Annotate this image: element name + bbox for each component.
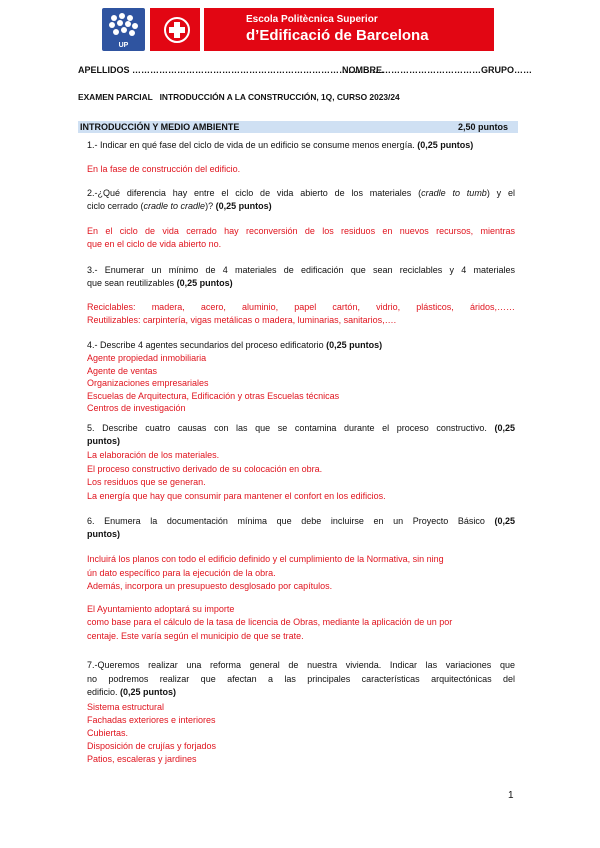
question-4: 4.- Describe 4 agentes secundarios del proceso edificatorio (0,25 puntos) bbox=[87, 340, 383, 350]
question-3-points: (0,25 puntos) bbox=[176, 278, 233, 288]
answer-3: Reciclables: madera, acero, aluminio, papel cartón, vidrio, plásticos, áridos,…… Reutilizables: carpintería, vigas metálicas o madera, luminarias, sanitarios,…. bbox=[87, 302, 515, 325]
up-logo-text: UP bbox=[118, 42, 129, 49]
question-6-points: puntos) bbox=[87, 529, 120, 539]
list-item: Fachadas exteriores e interiores bbox=[87, 715, 216, 725]
answer-1: En la fase de construcción del edificio. bbox=[87, 164, 241, 174]
question-4-points: (0,25 puntos) bbox=[326, 340, 383, 350]
apellidos-field: APELLIDOS ………………………………………………………………………… bbox=[78, 65, 385, 75]
question-2-line-2: ciclo cerrado (cradle to cradle)? (0,25 puntos) bbox=[87, 201, 272, 211]
answer-5 bbox=[87, 449, 386, 503]
question-5: 5. Describe cuatro causas con las que se contamina durante el proceso constructivo. (0,25 puntos) bbox=[87, 423, 515, 446]
list-item: Sistema estructural bbox=[87, 702, 165, 712]
question-1-points: (0,25 puntos) bbox=[417, 140, 474, 150]
school-name-line1: Escola Politècnica Superior bbox=[246, 14, 378, 25]
up-logo bbox=[102, 8, 145, 51]
list-item: Agente de ventas bbox=[87, 365, 158, 376]
answer-6: Incluirá los planos con todo el edificio definido y el cumplimiento de la Normativa, sin ning ún dato específico para la ejecución de la obra. Además, incorpora un presupuesto desglosado por capítulos. El Ayuntamiento adoptará su importe como base para el cálculo de la tasa de licencia de Obras, mediante la aplicación de un por centaje. Este varía según el municipio de que se trate. bbox=[87, 554, 453, 641]
answer-7 bbox=[87, 701, 216, 766]
question-6: 6. Enumera la documentación mínima que debe incluirse en un Proyecto Básico (0,25 puntos) bbox=[87, 516, 515, 539]
section-header bbox=[78, 121, 518, 133]
list-item: La elaboración de los materiales. bbox=[87, 450, 220, 460]
question-7: 7.-Queremos realizar una reforma general de nuestra vivienda. Indicar las variaciones que no podremos realizar que afectan a las principales características arquitectónicas del edificio. (0,25 puntos) bbox=[87, 660, 515, 697]
up-logo-dots-icon bbox=[102, 8, 145, 41]
question-2-line-1: 2.-¿Qué diferencia hay entre el ciclo de vida abierto de los materiales (cradle to tumb) y el bbox=[87, 188, 515, 198]
school-name-line2: d’Edificació de Barcelona bbox=[246, 27, 429, 44]
question-7-points: (0,25 puntos) bbox=[120, 687, 177, 697]
list-item: Los residuos que se generan. bbox=[87, 477, 206, 487]
list-item: Cubiertas. bbox=[87, 728, 129, 738]
section-points: 2,50 puntos bbox=[457, 122, 508, 132]
answer-2: En el ciclo de vida cerrado hay reconversión de los residuos en nuevos recursos, mientras que en el ciclo de vida abierto no. bbox=[87, 226, 515, 249]
list-item: Disposición de crujías y forjados bbox=[87, 741, 217, 751]
list-item: Centros de investigación bbox=[87, 403, 186, 413]
section-title: INTRODUCCIÓN Y MEDIO AMBIENTE bbox=[80, 122, 240, 132]
exam-title: EXAMEN PARCIAL INTRODUCCIÓN A LA CONSTRUCCIÓN, 1Q, CURSO 2023/24 bbox=[78, 92, 400, 102]
answer-4 bbox=[87, 352, 339, 415]
question-5-points: puntos) bbox=[87, 436, 120, 446]
list-item: Agente propiedad inmobiliaria bbox=[87, 353, 207, 363]
list-item: Organizaciones empresariales bbox=[87, 378, 209, 388]
question-2-points: (0,25 puntos) bbox=[215, 201, 272, 211]
school-banner bbox=[150, 8, 494, 51]
list-item: El proceso constructivo derivado de su colocación en obra. bbox=[87, 463, 323, 474]
list-item: Escuelas de Arquitectura, Edificación y otras Escuelas técnicas bbox=[87, 390, 340, 401]
list-item: La energía que hay que consumir para mantener el confort en los edificios. bbox=[87, 490, 386, 501]
question-1-text: 1.- Indicar en qué fase del ciclo de vida de un edificio se consume menos energía. bbox=[87, 140, 415, 150]
list-item: Patios, escaleras y jardines bbox=[87, 754, 197, 764]
question-1 bbox=[87, 139, 473, 152]
question-2 bbox=[87, 187, 515, 213]
nombre-grupo-field: NOMBRE……………………………GRUPO…… bbox=[342, 65, 533, 75]
question-3: 3.- Enumerar un mínimo de 4 materiales de edificación que sean reciclables y 4 materiales que sean reutilizables (0,25 puntos) bbox=[87, 265, 515, 288]
school-cross-icon bbox=[164, 17, 190, 43]
page-number: 1 bbox=[508, 790, 514, 801]
banner-divider bbox=[200, 8, 204, 51]
